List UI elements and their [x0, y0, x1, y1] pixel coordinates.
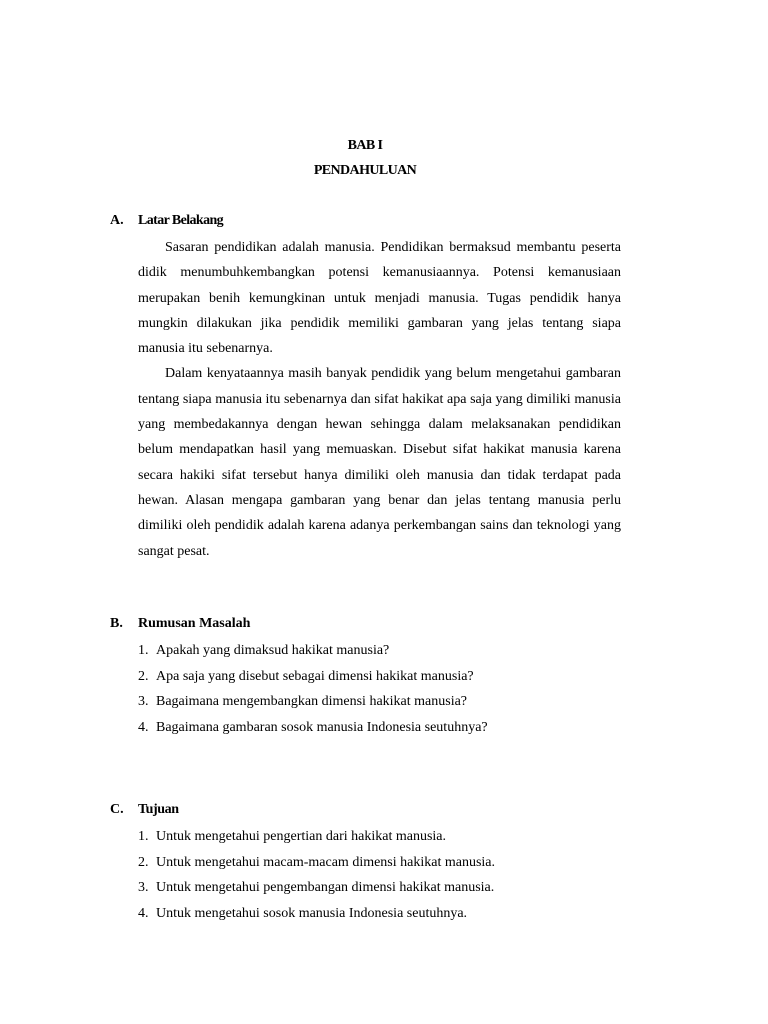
section-a-body [138, 235, 621, 564]
list-number: 1. [138, 829, 149, 844]
paragraph: Dalam kenyataannya masih banyak pendidik yang belum mengetahui gambaran tentang siapa manusia itu sebenarnya dan sifat hakikat apa saja yang dimiliki manusia yang membedakannya dengan hewan sehingga dalam melaksanakan pendidikan belum mendapatkan hasil yang memuaskan. Disebut sifat hakikat manusia karena secara hakiki sifat tersebut hanya dimiliki oleh manusia dan tidak terdapat pada hewan. Alasan mengapa gambaran yang benar dan jelas tentang manusia perlu dimiliki oleh pendidik adalah karena adanya perkembangan sains dan teknologi yang sangat pesat. [138, 366, 621, 559]
list-item [138, 689, 488, 715]
list-text: Untuk mengetahui pengembangan dimensi hakikat manusia. [156, 880, 495, 895]
section-b-letter: B. [110, 616, 123, 631]
list-number: 1. [138, 643, 149, 658]
list-number: 3. [138, 694, 149, 709]
list-text: Apa saja yang disebut sebagai dimensi hakikat manusia? [156, 668, 474, 684]
rumusan-masalah-list [138, 638, 488, 740]
section-a-letter: A. [110, 213, 124, 228]
list-text: Untuk mengetahui sosok manusia Indonesia seutuhnya. [156, 905, 468, 921]
list-text: Bagaimana mengembangkan dimensi hakikat manusia? [156, 694, 468, 709]
list-text: Untuk mengetahui pengertian dari hakikat manusia. [156, 829, 447, 844]
list-text: Apakah yang dimaksud hakikat manusia? [156, 643, 390, 658]
list-item [138, 850, 495, 876]
list-number: 2. [138, 668, 149, 684]
list-item [138, 664, 488, 690]
list-number: 4. [138, 905, 149, 921]
section-c-title: Tujuan [138, 802, 179, 817]
list-text: Bagaimana gambaran sosok manusia Indonesia seutuhnya? [156, 719, 488, 735]
list-item [138, 824, 495, 850]
list-item [138, 875, 495, 901]
section-b-title: Rumusan Masalah [138, 616, 251, 631]
tujuan-list [138, 824, 495, 926]
list-number: 3. [138, 880, 149, 895]
list-number: 4. [138, 719, 149, 735]
chapter-number: BAB I [347, 138, 383, 153]
section-a-title: Latar Belakang [138, 213, 224, 228]
list-text: Untuk mengetahui macam-macam dimensi hakikat manusia. [156, 854, 496, 870]
section-c-letter: C. [110, 802, 124, 817]
paragraph: Sasaran pendidikan adalah manusia. Pendidikan bermaksud membantu peserta didik menumbuhkembangkan potensi kemanusiaannya. Potensi kemanusiaan merupakan benih kemungkinan untuk menjadi manusia. Tugas pendidik hanya mungkin dilakukan jika pendidik memiliki gambaran yang jelas tentang siapa manusia itu sebenarnya. [138, 240, 621, 357]
list-item [138, 638, 488, 664]
list-number: 2. [138, 854, 149, 870]
chapter-title: PENDAHULUAN [313, 163, 417, 178]
list-item [138, 715, 488, 741]
list-item [138, 901, 495, 927]
